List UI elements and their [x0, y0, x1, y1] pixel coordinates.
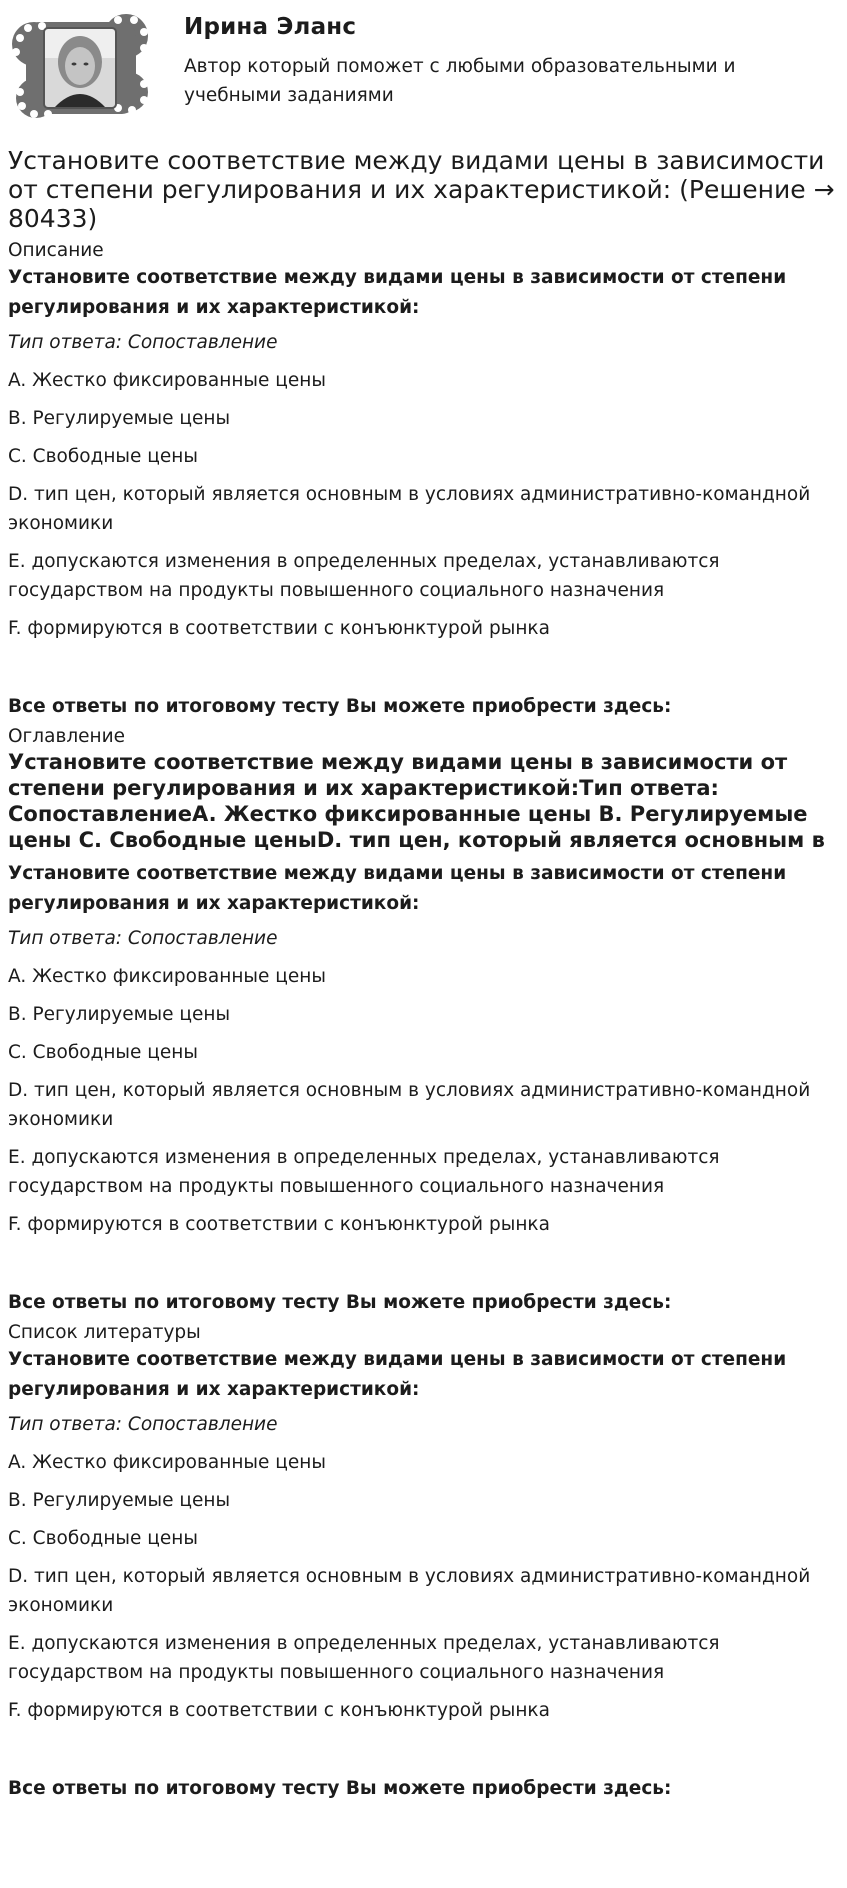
answer-option: E. допускаются изменения в определенных пределах, устанавливаются государством на продукты повышенного социального назначения — [8, 1147, 720, 1197]
author-name[interactable]: Ирина Эланс — [184, 14, 357, 40]
answer-option: F. формируются в соответствии с конъюнктурой рынка — [8, 618, 550, 639]
answer-type: Тип ответа: Сопоставление — [8, 1414, 278, 1435]
answer-type: Тип ответа: Сопоставление — [8, 332, 278, 353]
spacer — [8, 1248, 838, 1288]
answer-option: D. тип цен, который является основным в условиях административно-командной экономики — [8, 1566, 811, 1616]
author-description: Автор который поможет с любыми образовательными и учебными заданиями — [184, 56, 736, 106]
purchase-cta: Все ответы по итоговому тесту Вы можете приобрести здесь: — [8, 1292, 672, 1313]
page-title: Установите соответствие между видами цены в зависимости от степени регулирования и их характеристикой: (Решение → 80433) — [8, 146, 835, 233]
section-label-literature: Список литературы — [8, 1322, 201, 1343]
purchase-cta: Все ответы по итоговому тесту Вы можете приобрести здесь: — [8, 696, 672, 717]
answer-type: Тип ответа: Сопоставление — [8, 928, 278, 949]
author-card — [6, 6, 836, 128]
answer-option: E. допускаются изменения в определенных пределах, устанавливаются государством на продукты повышенного социального назначения — [8, 551, 720, 601]
author-avatar[interactable] — [6, 6, 156, 128]
answer-option: B. Регулируемые цены — [8, 408, 231, 429]
spacer — [8, 1734, 838, 1774]
purchase-cta: Все ответы по итоговому тесту Вы можете приобрести здесь: — [8, 1778, 672, 1799]
description-section — [8, 239, 838, 722]
answer-option: C. Свободные цены — [8, 1528, 198, 1549]
answer-option: B. Регулируемые цены — [8, 1004, 231, 1025]
answer-option: C. Свободные цены — [8, 446, 198, 467]
question-text: Установите соответствие между видами цены в зависимости от степени регулирования и их характеристикой: — [8, 267, 787, 318]
answer-option: B. Регулируемые цены — [8, 1490, 231, 1511]
section-label-description: Описание — [8, 240, 104, 261]
literature-section — [8, 1321, 838, 1804]
answer-option: A. Жестко фиксированные цены — [8, 370, 326, 391]
main-content — [8, 146, 838, 1807]
answer-option: F. формируются в соответствии с конъюнктурой рынка — [8, 1700, 550, 1721]
answer-option: A. Жестко фиксированные цены — [8, 1452, 326, 1473]
answer-option: A. Жестко фиксированные цены — [8, 966, 326, 987]
answer-option: C. Свободные цены — [8, 1042, 198, 1063]
answer-option: E. допускаются изменения в определенных пределах, устанавливаются государством на продукты повышенного социального назначения — [8, 1633, 720, 1683]
answer-option: D. тип цен, который является основным в условиях административно-командной экономики — [8, 484, 811, 534]
answer-option: D. тип цен, который является основным в условиях административно-командной экономики — [8, 1080, 811, 1130]
toc-heading: Установите соответствие между видами цены в зависимости от степени регулирования и их характеристикой:Тип ответа: СопоставлениеA. Жестко фиксированные цены B. Регулируемые цены C. Свободные ценыD. тип цен, который является основным в — [8, 750, 825, 852]
question-text: Установите соответствие между видами цены в зависимости от степени регулирования и их характеристикой: — [8, 863, 787, 914]
toc-section — [8, 725, 838, 1318]
spacer — [8, 652, 838, 692]
section-label-toc: Оглавление — [8, 726, 126, 747]
answer-option: F. формируются в соответствии с конъюнктурой рынка — [8, 1214, 550, 1235]
question-text: Установите соответствие между видами цены в зависимости от степени регулирования и их характеристикой: — [8, 1349, 787, 1400]
